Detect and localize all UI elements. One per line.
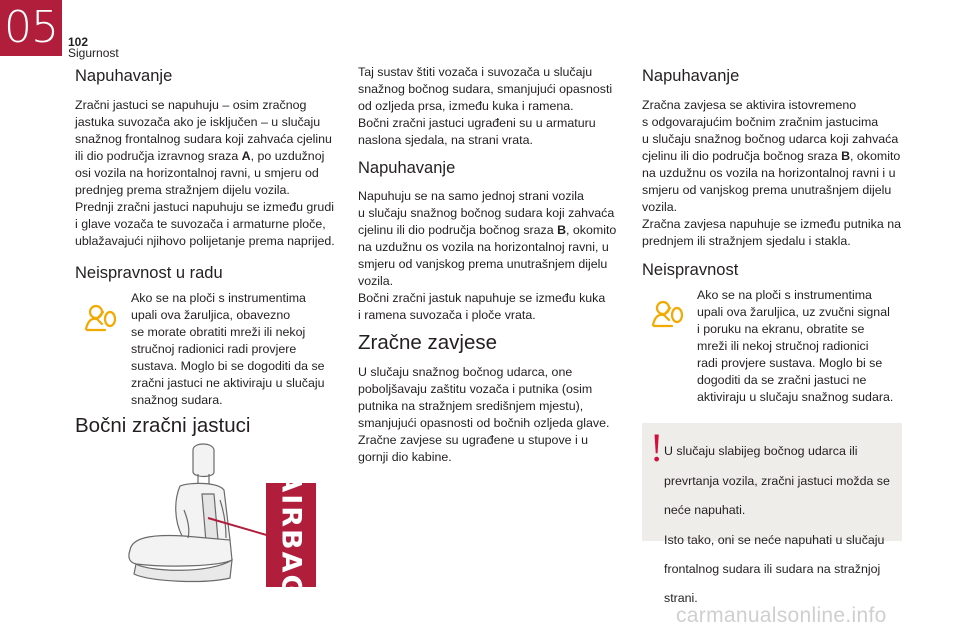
text-line: i glave vozača te suvozača i armaturne ploče,: [75, 217, 326, 231]
text-line: Zračna zavjesa se aktivira istovremeno: [642, 98, 857, 112]
section-name: Sigurnost: [68, 46, 119, 60]
text-line: u slučaju snažnog bočnog sudara koji zahvaća: [358, 206, 615, 220]
text-line: Isto tako, oni se neće napuhati u slučaju: [664, 532, 885, 547]
col2-inflation: [358, 158, 633, 324]
text-line: od ozljeda prsa, između kuka i ramena.: [358, 99, 574, 113]
col1-fault: [75, 263, 345, 283]
text-line: snažnog frontalnog sudara koji zahvaća cjelinu: [75, 132, 332, 146]
text-line: Ako se na ploči s instrumentima: [131, 291, 306, 305]
col1-side-airbags: [75, 414, 345, 438]
text-line: cjelinu ili dio područja bočnog sraza B, okomito: [358, 223, 617, 237]
col1-inflation: [75, 66, 345, 250]
text-line: s odgovarajućim bočnim zračnim jastucima: [642, 115, 879, 129]
text-line: vozila.: [642, 200, 678, 214]
text-line: prevrtanja vozila, zračni jastuci možda se: [664, 473, 890, 488]
text-line: zračni jastuci ne aktiviraju u slučaju: [131, 376, 325, 390]
col3-fault: [642, 260, 912, 280]
text-line: Napuhuju se na samo jednoj strani vozila: [358, 189, 584, 203]
text-line: snažnog bočnog sudara, smanjujući opasnosti: [358, 82, 613, 96]
text-line: putnika na stražnjem središnjem mjestu),: [358, 399, 584, 413]
text-line: Bočni zračni jastuci ugrađeni su u armaturu: [358, 116, 596, 130]
impact-zone-letter: B: [841, 149, 851, 163]
airbag-warning-lamp-icon: [650, 299, 684, 334]
text-line: Zračna zavjesa napuhuje se između putnika na: [642, 217, 901, 231]
text-line: osi vozila na horizontalnoj ravni, u smjeru od: [75, 166, 319, 180]
text-line: Prednji zračni jastuci napuhuju se između grudi: [75, 200, 334, 214]
col3-inflation-heading: Napuhavanje: [642, 67, 740, 85]
text-line: prednjeg prema stražnjem dijelu vozila.: [75, 183, 290, 197]
text-line: smjeru od vanjskog prema unutrašnjem dijelu: [642, 183, 892, 197]
impact-zone-letter: A: [241, 149, 251, 163]
col3-inflation: [642, 66, 912, 250]
airbag-warning-lamp-icon: [83, 303, 117, 338]
text-line: Ako se na ploči s instrumentima: [697, 288, 872, 302]
col3-fault-heading: Neispravnost: [642, 261, 739, 279]
airbag-label: [266, 471, 316, 599]
curtains-heading: Zračne zavjese: [358, 331, 498, 354]
text-line: gornji dio kabine.: [358, 450, 452, 464]
text-line: na uzdužnu os vozila na horizontalnoj ravni i u: [642, 166, 896, 180]
watermark: carmanualsonline.info: [676, 604, 887, 627]
col2-intro: [358, 64, 628, 149]
text-line: u slučaju snažnog bočnog udarca koji zahvaća: [642, 132, 899, 146]
col1-fault-heading: Neispravnost u radu: [75, 264, 223, 282]
text-line: prednjem ili stražnjem sjedalu i stakla.: [642, 234, 851, 248]
text-line: Zračni jastuci se napuhuju – osim zračnog: [75, 98, 307, 112]
chapter-number-tab: 05: [0, 0, 62, 56]
page-number: 102: [68, 35, 89, 49]
text-line: Zračne zavjese su ugrađene u stupove i u: [358, 433, 589, 447]
text-line: upali ova žaruljica, uz zvučni signal: [697, 305, 890, 319]
text-line: naslona sjedala, na strani vrata.: [358, 133, 533, 147]
text-line: ili dio područja izravnog sraza A, po uzdužnoj: [75, 149, 325, 163]
text-line: i poruku na ekranu, obratite se: [697, 322, 865, 336]
text-line: radi provjere sustava. Moglo bi se: [697, 356, 883, 370]
text-line: mreži ili nekoj stručnoj radionici: [697, 339, 869, 353]
col2-inflation-heading: Napuhavanje: [358, 159, 456, 177]
text-line: U slučaju snažnog bočnog udarca, one: [358, 365, 573, 379]
text-line: smanjujući opasnosti od bočnih ozljeda glave.: [358, 416, 610, 430]
impact-zone-letter: B: [557, 223, 567, 237]
text-line: i ramena suvozača i ploče vrata.: [358, 308, 536, 322]
text-line: poboljšavaju zaštitu vozača i putnika (osim: [358, 382, 593, 396]
text-line: aktiviraju u slučaju snažnog sudara.: [697, 390, 894, 404]
text-line: jastuka suvozača ako je isključen – u slučaju: [75, 115, 321, 129]
side-airbags-heading: Bočni zračni jastuci: [75, 414, 251, 437]
text-line: neće napuhati.: [664, 503, 746, 518]
text-line: dogoditi da se zračni jastuci ne: [697, 373, 867, 387]
text-line: strani.: [664, 591, 698, 606]
col1-fault-text: [131, 290, 351, 409]
text-line: vozila.: [358, 274, 394, 288]
text-line: upali ova žaruljica, obavezno: [131, 308, 291, 322]
text-line: sustava. Moglo bi se dogoditi da se: [131, 359, 325, 373]
text-line: frontalnog sudara ili sudara na stražnjoj: [664, 561, 881, 576]
exclamation-icon: !: [650, 425, 664, 470]
col2-curtains: [358, 331, 633, 466]
text-line: stručnoj radionici radi provjere: [131, 342, 297, 356]
notice-text: [664, 431, 896, 620]
notice-box: [642, 423, 902, 606]
text-line: snažnog sudara.: [131, 393, 223, 407]
text-line: cjelinu ili dio područja bočnog sraza B, okomito: [642, 149, 901, 163]
text-line: Taj sustav štiti vozača i suvozača u slučaju: [358, 65, 593, 79]
text-line: smjeru od vanjskog prema unutrašnjem dijelu: [358, 257, 608, 271]
airbag-label-text: AIRBAG: [275, 471, 307, 599]
text-line: na uzdužnu os vozila na horizontalnoj ravni, u: [358, 240, 609, 254]
text-line: Bočni zračni jastuk napuhuje se između kuka: [358, 291, 606, 305]
text-line: ublažavajući njihovo polijetanje prema naprijed.: [75, 234, 335, 248]
text-line: U slučaju slabijeg bočnog udarca ili: [664, 444, 858, 459]
col3-fault-text: [697, 287, 912, 406]
text-line: se morate obratiti mreži ili nekoj: [131, 325, 306, 339]
col1-inflation-heading: Napuhavanje: [75, 67, 173, 85]
